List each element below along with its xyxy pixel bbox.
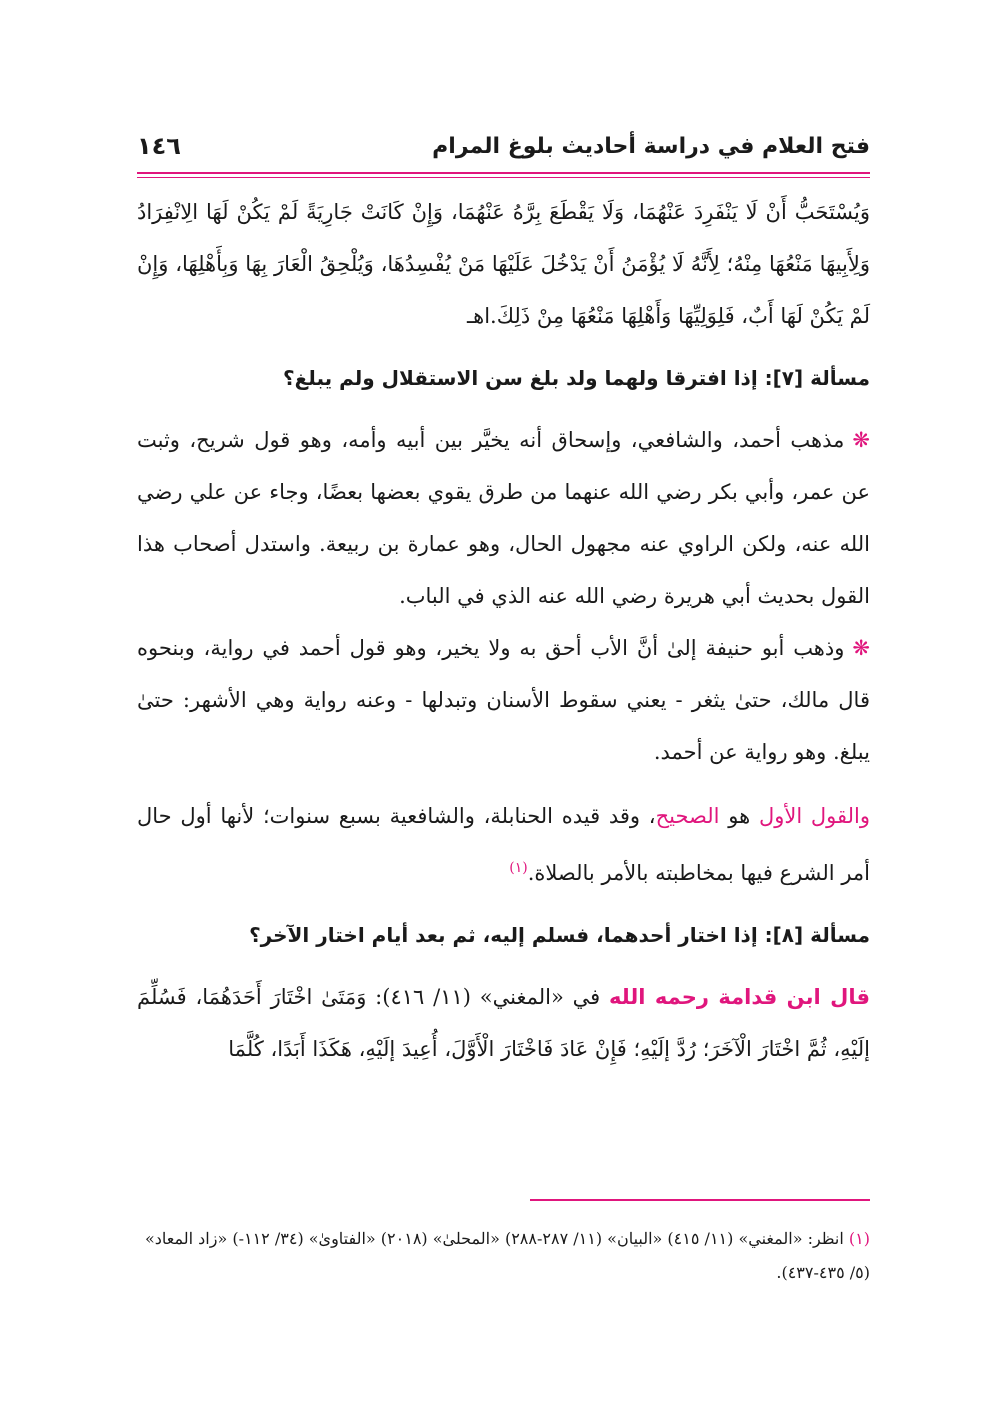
question-7-paragraph-2 [137,622,870,778]
conclusion-rest: ، وقد قيده الحنابلة، والشافعية بسبع سنوات؛ لأنها أول حال أمر الشرع فيها بمخاطبته بالأمر بالصلاة. [137,804,870,885]
footnote-reference[interactable]: (١) [509,860,528,876]
conclusion-mid: هو [728,804,751,828]
question-7-text-1: مذهب أحمد، والشافعي، وإسحاق أنه يخيَّر بين أبيه وأمه، وهو قول شريح، وثبت عن عمر، وأبي بكر رضي الله عنهما من طرق يقوي بعضها بعضًا، وجاء عن علي رضي الله عنه، ولكن الراوي عنه مجهول الحال، وهو عمارة بن ربيعة. واستدل أصحاب هذا القول بحديث أبي هريرة رضي الله عنه الذي في الباب. [137,428,870,608]
question-8-heading [137,913,870,957]
main-content [137,186,870,1075]
question-8-label: مسألة [٨]: [764,923,870,947]
footnote-rule [530,1199,870,1201]
flower-bullet-icon: ❋ [852,428,870,452]
question-7-conclusion [137,790,870,899]
question-7-title: إذا افترقا ولهما ولد بلغ سن الاستقلال ولم يبلغ؟ [283,366,758,390]
question-8-paragraph [137,971,870,1075]
question-8-title: إذا اختار أحدهما، فسلم إليه، ثم بعد أيام اختار الآخر؟ [249,923,758,947]
footnote-text: انظر: «المغني» (١١/ ٤١٥) «البيان» (١١/ ٢٨٧-٢٨٨) «المحلىٰ» (٢٠١٨) «الفتاوىٰ» (٣٤/ ١١٢-) «زاد المعاد» (٥/ ٤٣٥-٤٣٧). [145,1229,870,1282]
question-7-text-2: وذهب أبو حنيفة إلىٰ أنَّ الأب أحق به ولا يخير، وهو قول أحمد في رواية، وبنحوه قال مالك، حتىٰ يثغر - يعني سقوط الأسنان وتبدلها - وعنه رواية وهي الأشهر: حتىٰ يبلغ. وهو رواية عن أحمد. [137,636,870,764]
page-header [137,126,870,166]
header-rule [137,172,870,174]
question-8-text: في «المغني» (١١/ ٤١٦): وَمَتَىٰ اخْتَارَ أَحَدَهُمَا، فَسُلِّمَ إلَيْهِ، ثُمَّ اخْتَارَ الْآخَرَ؛ رُدَّ إلَيْهِ؛ فَإِنْ عَادَ فَاخْتَارَ الْأَوَّلَ، أُعِيدَ إلَيْهِ، هَكَذَا أَبَدًا، كُلَّمَا [137,985,870,1061]
quoted-author: قال ابن قدامة رحمه الله [609,985,870,1009]
running-title: فتح العلام في دراسة أحاديث بلوغ المرام [432,133,870,159]
page-number: ١٤٦ [137,132,181,160]
question-7-paragraph-1 [137,414,870,622]
footnotes [137,1222,870,1290]
conclusion-sahih: الصحيح [655,804,720,828]
header-rule-thin [137,177,870,178]
question-7-label: مسألة [٧]: [764,366,870,390]
question-7-heading [137,356,870,400]
footnote-number: (١) [848,1229,870,1248]
conclusion-label: والقول الأول [758,804,870,828]
intro-paragraph: وَيُسْتَحَبُّ أَنْ لَا يَنْفَرِدَ عَنْهُمَا، وَلَا يَقْطَعَ بِرَّهُ عَنْهُمَا، وَإِنْ كَانَتْ جَارِيَةً لَمْ يَكُنْ لَهَا الِانْفِرَادُ وَلِأَبِيهَا مَنْعُهَا مِنْهُ؛ لِأَنَّهُ لَا يُؤْمَنُ أَنْ يَدْخُلَ عَلَيْهَا مَنْ يُفْسِدُهَا، وَيُلْحِقُ الْعَارَ بِهَا وَبِأَهْلِهَا، وَإِنْ لَمْ يَكُنْ لَهَا أَبٌ، فَلِوَلِيِّهَا وَأَهْلِهَا مَنْعُهَا مِنْ ذَلِكَ.اهـ [137,200,870,328]
flower-bullet-icon: ❋ [852,636,870,660]
